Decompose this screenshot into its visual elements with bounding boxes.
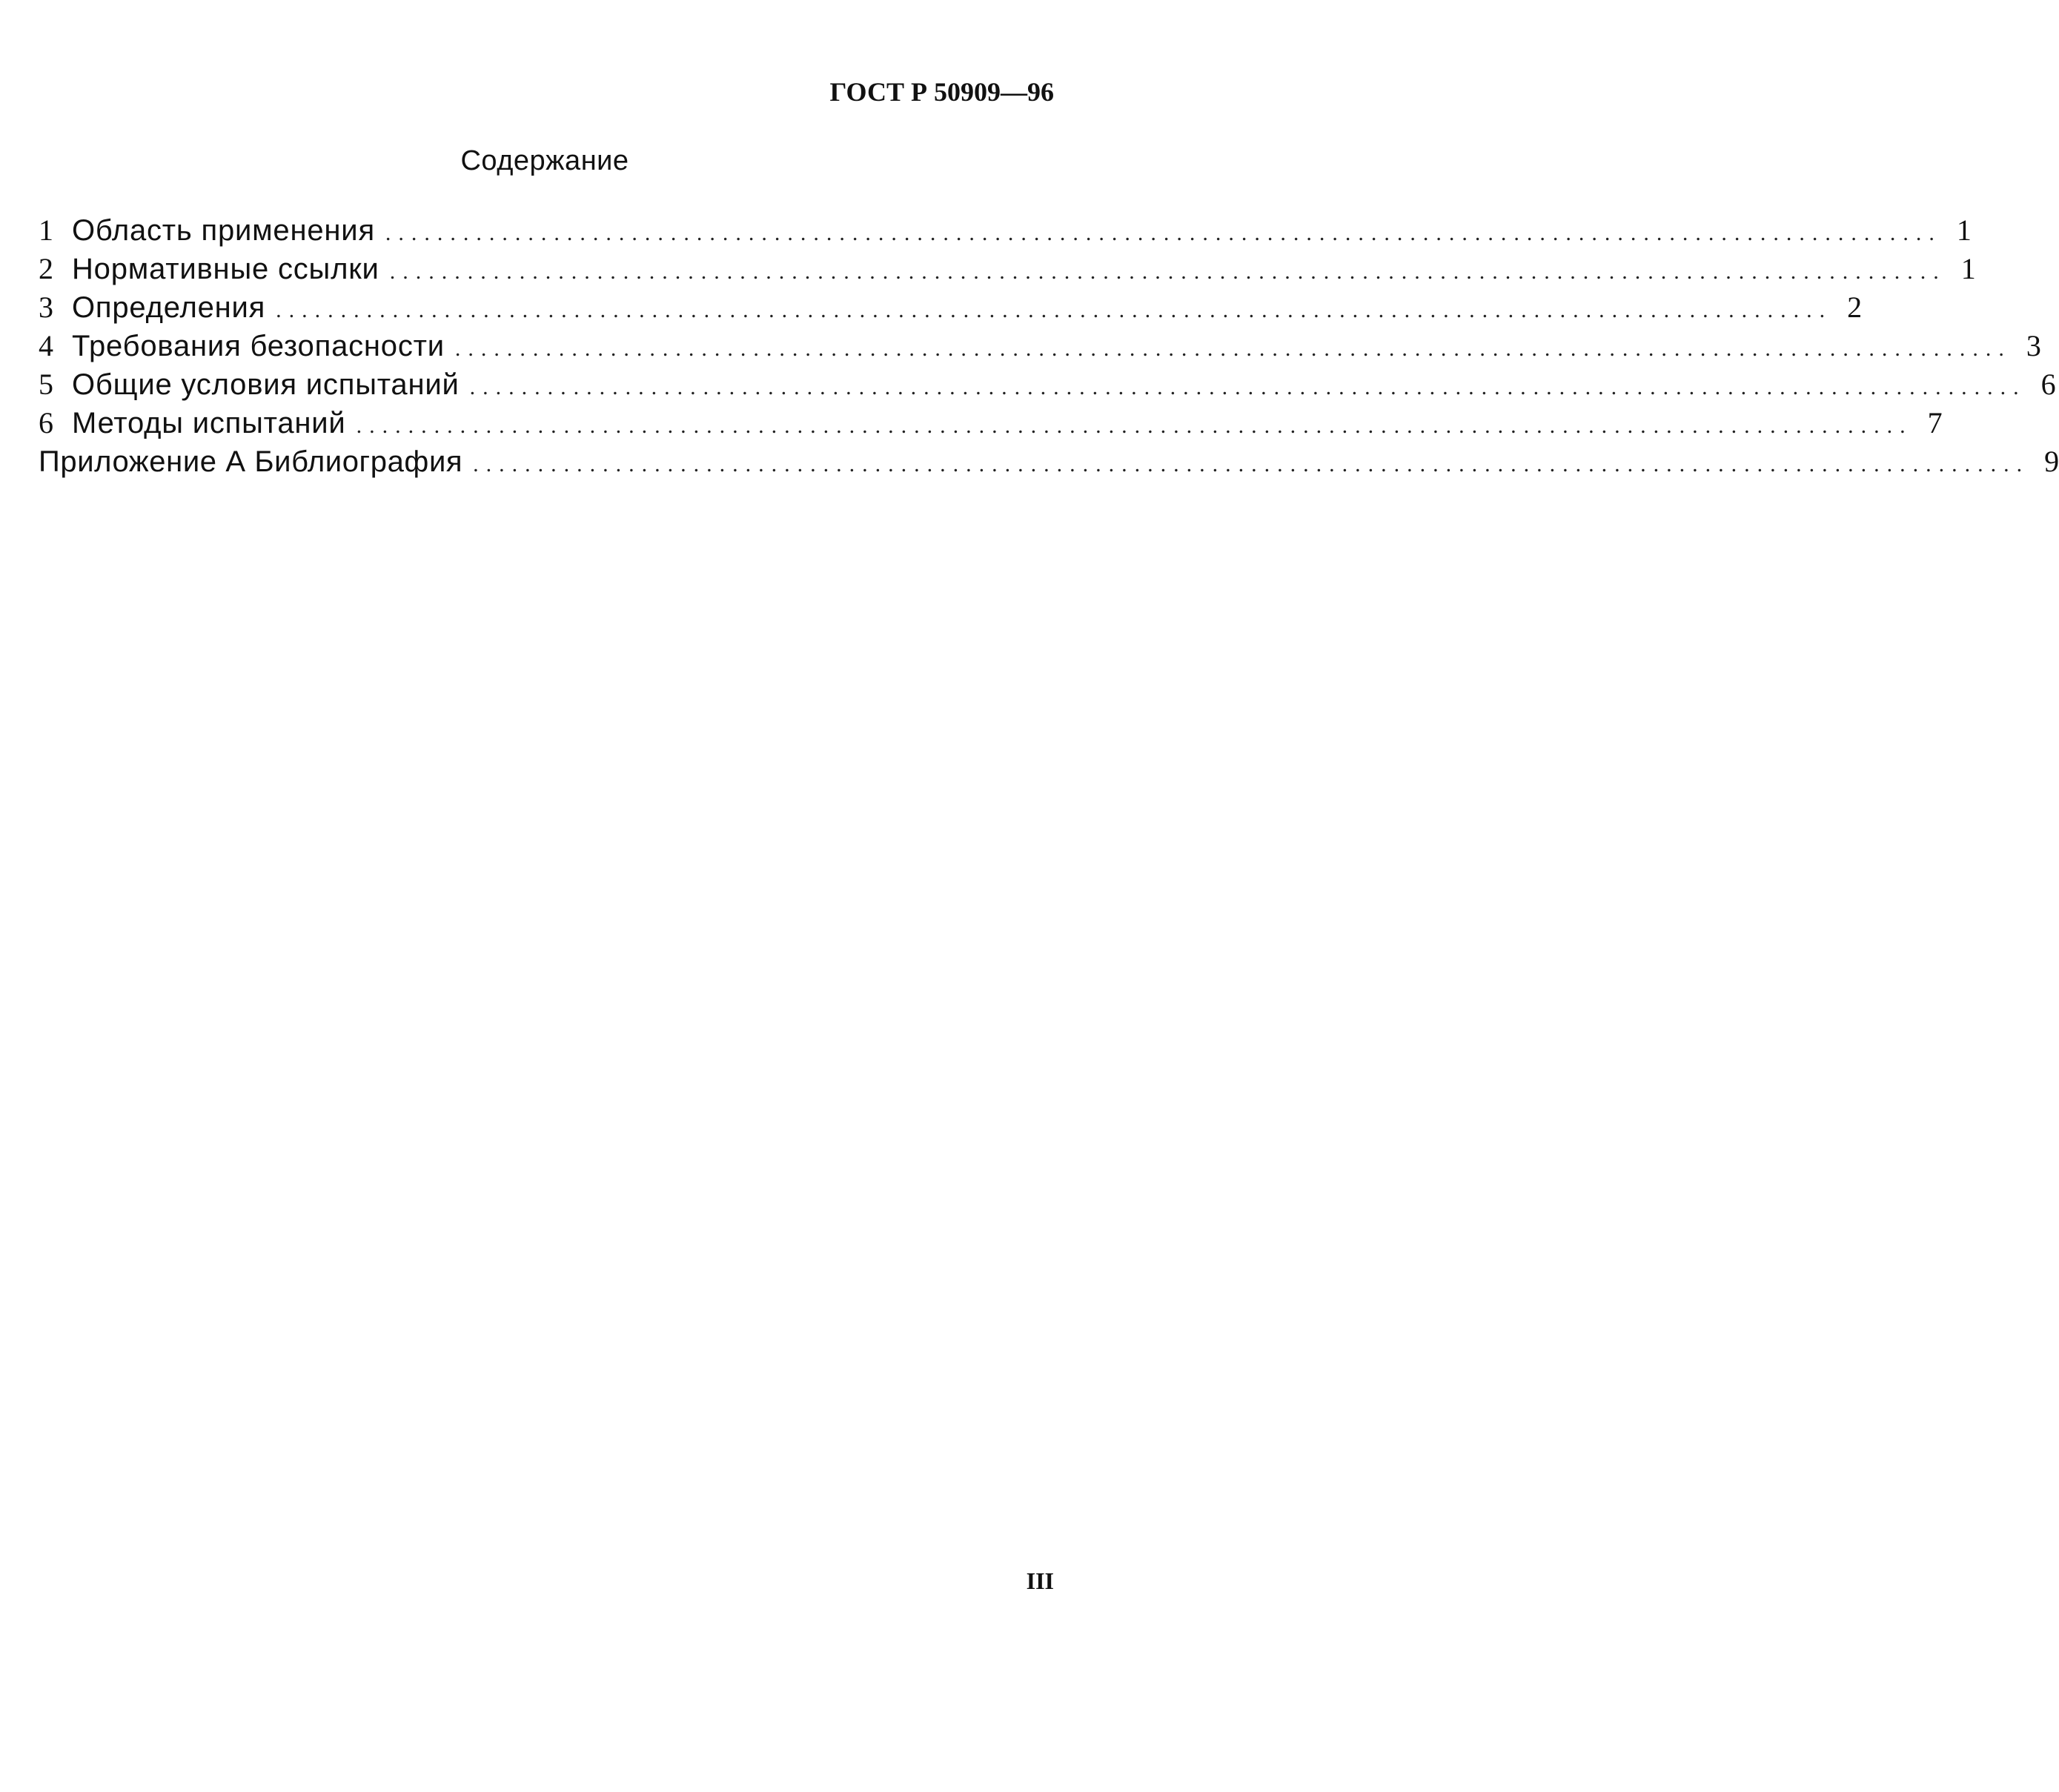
toc-entry-label: Методы испытаний [72,407,346,439]
toc-entry-number: 3 [39,291,53,324]
toc-dot-leader: ........................................................................................................................ [473,452,2030,477]
toc-entry-page: 1 [1956,213,1972,247]
toc-entry[interactable] [39,327,2041,365]
page-number: III [1026,1567,1054,1594]
toc-entry-label: Общие условия испытаний [72,368,460,401]
toc-dot-leader: ........................................................................................................................ [356,414,1913,438]
toc-entry[interactable] [39,288,1863,327]
toc-entry-page: 1 [1960,252,1976,285]
toc-entry-number: 2 [39,252,53,285]
toc-entry-page: 9 [2044,445,2059,478]
toc-dot-leader: ........................................................................................................................ [389,259,1946,284]
toc-dot-leader: ........................................................................................................................ [385,221,1942,245]
toc-entry[interactable] [39,404,1943,442]
toc-entry-label: Область применения [72,214,375,247]
toc-entry-label: Определения [72,291,266,324]
table-of-contents [39,211,2059,481]
toc-dot-leader: ........................................................................................................................ [276,298,1833,322]
toc-entry-page: 7 [1927,406,1943,439]
toc-dot-leader: ........................................................................................................................ [469,375,2026,399]
toc-entry[interactable] [39,365,2056,404]
toc-entry-number: 4 [39,329,53,362]
toc-entry-number: 1 [39,213,53,247]
toc-entry-page: 3 [2026,329,2041,362]
toc-entry-number: 6 [39,406,53,439]
toc-entry[interactable] [39,211,1972,250]
toc-entry-label: Требования безопасности [72,330,445,362]
toc-entry-appendix[interactable] [39,442,2059,481]
toc-entry-page: 6 [2040,368,2056,401]
toc-entry-label: Нормативные ссылки [72,253,379,285]
toc-entry-number: 5 [39,368,53,401]
toc-entry[interactable] [39,250,1976,288]
document-code: ГОСТ Р 50909—96 [829,77,1054,107]
toc-dot-leader: ........................................................................................................................ [454,336,2012,361]
toc-title: Содержание [460,145,629,176]
toc-entry-label: Приложение А Библиография [39,445,463,478]
toc-entry-page: 2 [1847,291,1863,324]
